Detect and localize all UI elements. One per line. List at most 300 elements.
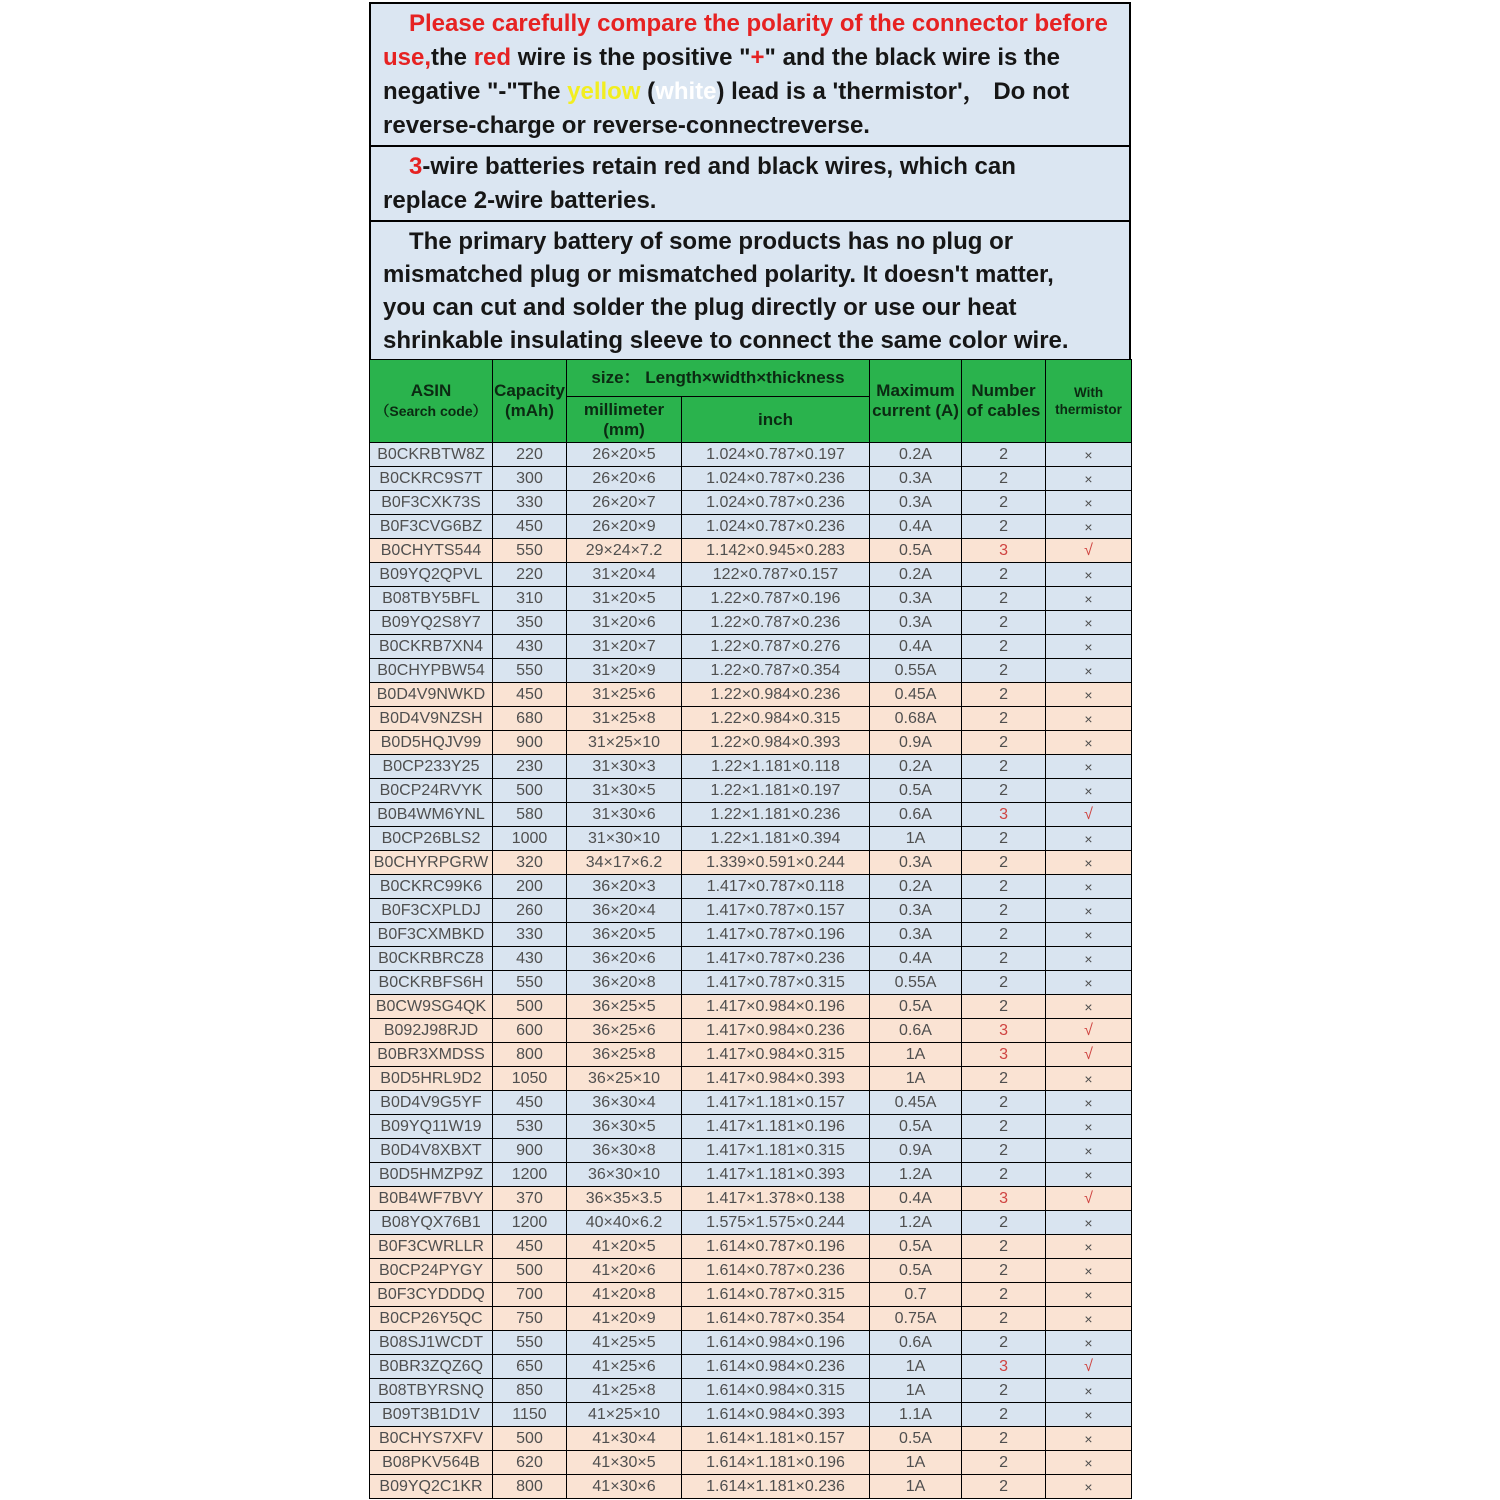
asin-cell: B0BR3XMDSS [370, 1043, 493, 1067]
max-current-cell: 0.3A [870, 467, 962, 491]
cable-count-cell: 2 [962, 635, 1046, 659]
asin-cell: B0D5HMZP9Z [370, 1163, 493, 1187]
asin-cell: B0CKRC99K6 [370, 875, 493, 899]
size-inch-cell: 1.417×0.984×0.236 [682, 1019, 870, 1043]
asin-cell: B0D5HQJV99 [370, 731, 493, 755]
capacity-cell: 900 [493, 731, 567, 755]
table-row [370, 1211, 1132, 1235]
cable-count-cell: 3 [962, 1187, 1046, 1211]
asin-cell: B0BR3ZQZ6Q [370, 1355, 493, 1379]
size-inch-cell: 1.22×0.984×0.236 [682, 683, 870, 707]
notice-text-segment: the [431, 44, 474, 71]
cable-count-cell: 2 [962, 995, 1046, 1019]
asin-cell: B0F3CXK73S [370, 491, 493, 515]
size-inch-cell: 1.614×1.181×0.196 [682, 1451, 870, 1475]
header-max-current-line1: Maximum [876, 381, 955, 400]
table-row [370, 1355, 1132, 1379]
max-current-cell: 1.2A [870, 1211, 962, 1235]
cable-count-cell: 3 [962, 803, 1046, 827]
max-current-cell: 0.3A [870, 899, 962, 923]
notice-text-segment: red [473, 44, 512, 71]
table-row [370, 1283, 1132, 1307]
asin-cell: B0D5HRL9D2 [370, 1067, 493, 1091]
size-mm-cell: 31×30×10 [567, 827, 682, 851]
size-inch-cell: 1.024×0.787×0.236 [682, 515, 870, 539]
max-current-cell: 0.2A [870, 563, 962, 587]
thermistor-cell: √ [1046, 1187, 1132, 1211]
capacity-cell: 550 [493, 659, 567, 683]
max-current-cell: 0.6A [870, 1019, 962, 1043]
asin-cell: B0D4V9NWKD [370, 683, 493, 707]
asin-cell: B0B4WM6YNL [370, 803, 493, 827]
size-mm-cell: 36×20×8 [567, 971, 682, 995]
size-inch-cell: 1.417×1.181×0.315 [682, 1139, 870, 1163]
max-current-cell: 0.4A [870, 515, 962, 539]
size-mm-cell: 36×20×5 [567, 923, 682, 947]
cable-count-cell: 2 [962, 587, 1046, 611]
size-inch-cell: 1.22×0.984×0.393 [682, 731, 870, 755]
thermistor-cell: × [1046, 731, 1132, 755]
capacity-cell: 850 [493, 1379, 567, 1403]
size-inch-cell: 1.22×1.181×0.394 [682, 827, 870, 851]
table-row [370, 443, 1132, 467]
cable-count-cell: 2 [962, 1139, 1046, 1163]
asin-cell: B09T3B1D1V [370, 1403, 493, 1427]
size-inch-cell: 1.024×0.787×0.236 [682, 491, 870, 515]
cable-count-cell: 2 [962, 659, 1046, 683]
size-mm-cell: 41×25×5 [567, 1331, 682, 1355]
size-mm-cell: 29×24×7.2 [567, 539, 682, 563]
cable-count-cell: 2 [962, 1331, 1046, 1355]
thermistor-cell: × [1046, 995, 1132, 1019]
max-current-cell: 0.6A [870, 1331, 962, 1355]
size-mm-cell: 41×20×9 [567, 1307, 682, 1331]
asin-cell: B0F3CXPLDJ [370, 899, 493, 923]
asin-cell: B0CP26BLS2 [370, 827, 493, 851]
max-current-cell: 0.3A [870, 923, 962, 947]
thermistor-cell: × [1046, 491, 1132, 515]
max-current-cell: 0.5A [870, 995, 962, 1019]
max-current-cell: 0.2A [870, 443, 962, 467]
max-current-cell: 0.7 [870, 1283, 962, 1307]
notice-line [383, 150, 1117, 184]
thermistor-cell: × [1046, 923, 1132, 947]
cable-count-cell: 2 [962, 1403, 1046, 1427]
capacity-cell: 1000 [493, 827, 567, 851]
cable-count-cell: 2 [962, 1163, 1046, 1187]
asin-cell: B092J98RJD [370, 1019, 493, 1043]
notice-text-segment: replace 2-wire batteries. [383, 187, 657, 214]
cable-count-cell: 2 [962, 1115, 1046, 1139]
header-cable-count-line1: Number [971, 381, 1036, 400]
cable-count-cell: 2 [962, 707, 1046, 731]
thermistor-cell: √ [1046, 803, 1132, 827]
header-size-group: size： Length×width×thickness [567, 360, 870, 397]
asin-cell: B0CP24PYGY [370, 1259, 493, 1283]
thermistor-cell: × [1046, 1379, 1132, 1403]
notice-line [383, 184, 1117, 218]
max-current-cell: 0.5A [870, 1427, 962, 1451]
thermistor-cell: × [1046, 1091, 1132, 1115]
notice-line [383, 109, 1117, 143]
thermistor-cell: × [1046, 1475, 1132, 1499]
table-row [370, 875, 1132, 899]
capacity-cell: 450 [493, 1235, 567, 1259]
table-row [370, 1115, 1132, 1139]
asin-cell: B0CHYPBW54 [370, 659, 493, 683]
size-mm-cell: 31×30×6 [567, 803, 682, 827]
size-mm-cell: 36×35×3.5 [567, 1187, 682, 1211]
size-mm-cell: 36×30×8 [567, 1139, 682, 1163]
capacity-cell: 220 [493, 563, 567, 587]
table-row [370, 1187, 1132, 1211]
asin-cell: B09YQ11W19 [370, 1115, 493, 1139]
thermistor-cell: × [1046, 1427, 1132, 1451]
cable-count-cell: 2 [962, 611, 1046, 635]
capacity-cell: 320 [493, 851, 567, 875]
cable-count-cell: 2 [962, 923, 1046, 947]
cable-count-cell: 2 [962, 1427, 1046, 1451]
notice-text-segment: ( [640, 78, 656, 105]
header-max-current [870, 360, 962, 443]
thermistor-cell: × [1046, 1235, 1132, 1259]
cable-count-cell: 2 [962, 731, 1046, 755]
cable-count-cell: 2 [962, 755, 1046, 779]
capacity-cell: 430 [493, 635, 567, 659]
max-current-cell: 1A [870, 1043, 962, 1067]
size-mm-cell: 36×20×4 [567, 899, 682, 923]
size-inch-cell: 1.417×0.787×0.236 [682, 947, 870, 971]
table-row [370, 1235, 1132, 1259]
thermistor-cell: × [1046, 1115, 1132, 1139]
max-current-cell: 1A [870, 827, 962, 851]
notice-text-segment: wire is the positive " [511, 44, 751, 71]
size-inch-cell: 122×0.787×0.157 [682, 563, 870, 587]
size-mm-cell: 41×20×6 [567, 1259, 682, 1283]
asin-cell: B08PKV564B [370, 1451, 493, 1475]
asin-cell: B0B4WF7BVY [370, 1187, 493, 1211]
table-row [370, 563, 1132, 587]
cable-count-cell: 3 [962, 1043, 1046, 1067]
cable-count-cell: 2 [962, 1211, 1046, 1235]
asin-cell: B0CKRBTW8Z [370, 443, 493, 467]
thermistor-cell: × [1046, 779, 1132, 803]
size-inch-cell: 1.417×0.984×0.196 [682, 995, 870, 1019]
capacity-cell: 450 [493, 683, 567, 707]
capacity-cell: 300 [493, 467, 567, 491]
capacity-cell: 500 [493, 995, 567, 1019]
asin-cell: B09YQ2S8Y7 [370, 611, 493, 635]
asin-cell: B0F3CXMBKD [370, 923, 493, 947]
capacity-cell: 310 [493, 587, 567, 611]
asin-cell: B0F3CVG6BZ [370, 515, 493, 539]
size-mm-cell: 31×20×7 [567, 635, 682, 659]
size-mm-cell: 31×20×6 [567, 611, 682, 635]
notice-text-segment: white [655, 78, 717, 105]
table-row [370, 659, 1132, 683]
thermistor-cell: √ [1046, 1355, 1132, 1379]
cable-count-cell: 2 [962, 515, 1046, 539]
max-current-cell: 0.68A [870, 707, 962, 731]
max-current-cell: 0.3A [870, 587, 962, 611]
capacity-cell: 550 [493, 971, 567, 995]
max-current-cell: 0.5A [870, 1115, 962, 1139]
size-inch-cell: 1.614×0.787×0.196 [682, 1235, 870, 1259]
asin-cell: B0CP233Y25 [370, 755, 493, 779]
cable-count-cell: 3 [962, 539, 1046, 563]
max-current-cell: 1A [870, 1067, 962, 1091]
notice-text-segment: -wire batteries retain red and black wires, which can [422, 153, 1016, 180]
thermistor-cell: × [1046, 1451, 1132, 1475]
size-mm-cell: 26×20×6 [567, 467, 682, 491]
no-plug-note-panel [369, 220, 1131, 361]
capacity-cell: 800 [493, 1043, 567, 1067]
size-inch-cell: 1.22×0.787×0.354 [682, 659, 870, 683]
size-mm-cell: 31×25×10 [567, 731, 682, 755]
size-inch-cell: 1.417×1.181×0.393 [682, 1163, 870, 1187]
capacity-cell: 230 [493, 755, 567, 779]
header-cable-count-line2: of cables [966, 401, 1041, 420]
asin-cell: B0CP26Y5QC [370, 1307, 493, 1331]
table-row [370, 755, 1132, 779]
three-wire-note-panel [369, 145, 1131, 222]
max-current-cell: 0.45A [870, 1091, 962, 1115]
cable-count-cell: 2 [962, 683, 1046, 707]
max-current-cell: 0.4A [870, 1187, 962, 1211]
size-mm-cell: 36×25×6 [567, 1019, 682, 1043]
thermistor-cell: × [1046, 1307, 1132, 1331]
asin-cell: B0D4V8XBXT [370, 1139, 493, 1163]
asin-cell: B0D4V9G5YF [370, 1091, 493, 1115]
size-mm-cell: 26×20×9 [567, 515, 682, 539]
asin-cell: B0CKRC9S7T [370, 467, 493, 491]
table-header [370, 360, 1132, 443]
header-asin [370, 360, 493, 443]
cable-count-cell: 2 [962, 1451, 1046, 1475]
table-row [370, 491, 1132, 515]
capacity-cell: 500 [493, 1427, 567, 1451]
size-mm-cell: 41×25×8 [567, 1379, 682, 1403]
max-current-cell: 1A [870, 1451, 962, 1475]
size-mm-cell: 36×25×8 [567, 1043, 682, 1067]
notice-text-segment: ) lead is a 'thermistor'， Do not [716, 78, 1070, 105]
thermistor-cell: × [1046, 971, 1132, 995]
table-row [370, 827, 1132, 851]
thermistor-cell: × [1046, 467, 1132, 491]
size-mm-cell: 31×20×5 [567, 587, 682, 611]
size-inch-cell: 1.22×1.181×0.197 [682, 779, 870, 803]
size-mm-cell: 41×20×5 [567, 1235, 682, 1259]
asin-cell: B0CKRBRCZ8 [370, 947, 493, 971]
size-mm-cell: 41×25×10 [567, 1403, 682, 1427]
size-inch-cell: 1.417×1.181×0.157 [682, 1091, 870, 1115]
notice-text-segment: " and the black wire is the [764, 44, 1060, 71]
size-inch-cell: 1.614×0.984×0.236 [682, 1355, 870, 1379]
asin-cell: B09YQ2QPVL [370, 563, 493, 587]
capacity-cell: 330 [493, 491, 567, 515]
size-mm-cell: 36×25×10 [567, 1067, 682, 1091]
thermistor-cell: × [1046, 1163, 1132, 1187]
table-row [370, 539, 1132, 563]
table-row [370, 1091, 1132, 1115]
table-body [370, 443, 1132, 1499]
header-capacity [493, 360, 567, 443]
size-mm-cell: 41×25×6 [567, 1355, 682, 1379]
capacity-cell: 530 [493, 1115, 567, 1139]
thermistor-cell: × [1046, 1259, 1132, 1283]
notice-line [383, 41, 1117, 75]
capacity-cell: 260 [493, 899, 567, 923]
header-millimeter-unit: (mm) [603, 419, 645, 439]
header-millimeter [567, 397, 682, 443]
thermistor-cell: × [1046, 1331, 1132, 1355]
content-column [369, 2, 1131, 1499]
max-current-cell: 0.55A [870, 659, 962, 683]
thermistor-cell: × [1046, 827, 1132, 851]
cable-count-cell: 3 [962, 1019, 1046, 1043]
max-current-cell: 0.3A [870, 851, 962, 875]
size-mm-cell: 40×40×6.2 [567, 1211, 682, 1235]
size-mm-cell: 41×30×5 [567, 1451, 682, 1475]
cable-count-cell: 2 [962, 1307, 1046, 1331]
size-inch-cell: 1.22×0.787×0.276 [682, 635, 870, 659]
header-millimeter-title: millimeter [583, 399, 665, 419]
header-thermistor-line1: With [1073, 385, 1104, 400]
capacity-cell: 550 [493, 539, 567, 563]
size-mm-cell: 34×17×6.2 [567, 851, 682, 875]
size-inch-cell: 1.024×0.787×0.197 [682, 443, 870, 467]
capacity-cell: 450 [493, 1091, 567, 1115]
size-mm-cell: 36×20×3 [567, 875, 682, 899]
cable-count-cell: 2 [962, 899, 1046, 923]
size-inch-cell: 1.417×0.787×0.196 [682, 923, 870, 947]
max-current-cell: 1.1A [870, 1403, 962, 1427]
size-mm-cell: 36×30×4 [567, 1091, 682, 1115]
size-mm-cell: 36×20×6 [567, 947, 682, 971]
asin-cell: B09YQ2C1KR [370, 1475, 493, 1499]
cable-count-cell: 2 [962, 443, 1046, 467]
header-asin-title: ASIN [410, 381, 452, 400]
table-row [370, 467, 1132, 491]
capacity-cell: 500 [493, 779, 567, 803]
thermistor-cell: × [1046, 1211, 1132, 1235]
thermistor-cell: × [1046, 515, 1132, 539]
cable-count-cell: 2 [962, 1235, 1046, 1259]
table-row [370, 515, 1132, 539]
thermistor-cell: × [1046, 1283, 1132, 1307]
thermistor-cell: × [1046, 899, 1132, 923]
cable-count-cell: 2 [962, 491, 1046, 515]
size-inch-cell: 1.614×0.787×0.315 [682, 1283, 870, 1307]
size-mm-cell: 31×20×9 [567, 659, 682, 683]
header-max-current-line2: current (A) [872, 401, 959, 420]
capacity-cell: 500 [493, 1259, 567, 1283]
thermistor-cell: × [1046, 947, 1132, 971]
thermistor-cell: × [1046, 755, 1132, 779]
thermistor-cell: × [1046, 707, 1132, 731]
table-row [370, 1451, 1132, 1475]
max-current-cell: 0.6A [870, 803, 962, 827]
capacity-cell: 620 [493, 1451, 567, 1475]
size-inch-cell: 1.417×0.787×0.118 [682, 875, 870, 899]
max-current-cell: 0.3A [870, 611, 962, 635]
asin-cell: B0CP24RVYK [370, 779, 493, 803]
max-current-cell: 0.9A [870, 731, 962, 755]
max-current-cell: 0.55A [870, 971, 962, 995]
size-mm-cell: 31×20×4 [567, 563, 682, 587]
max-current-cell: 0.45A [870, 683, 962, 707]
table-row [370, 779, 1132, 803]
size-inch-cell: 1.024×0.787×0.236 [682, 467, 870, 491]
max-current-cell: 0.5A [870, 779, 962, 803]
table-row [370, 731, 1132, 755]
size-mm-cell: 36×25×5 [567, 995, 682, 1019]
asin-cell: B0CKRBFS6H [370, 971, 493, 995]
asin-cell: B0CHYRPGRW [370, 851, 493, 875]
notice-text-segment: + [750, 44, 765, 71]
asin-cell: B0D4V9NZSH [370, 707, 493, 731]
size-mm-cell: 26×20×7 [567, 491, 682, 515]
capacity-cell: 550 [493, 1331, 567, 1355]
table-row [370, 923, 1132, 947]
cable-count-cell: 2 [962, 779, 1046, 803]
cable-count-cell: 3 [962, 1355, 1046, 1379]
capacity-cell: 450 [493, 515, 567, 539]
max-current-cell: 1A [870, 1355, 962, 1379]
notice-line [383, 75, 1117, 109]
header-capacity-title: Capacity [494, 381, 565, 400]
max-current-cell: 0.4A [870, 635, 962, 659]
notice-line [383, 7, 1117, 41]
max-current-cell: 1A [870, 1379, 962, 1403]
table-row [370, 1379, 1132, 1403]
thermistor-cell: × [1046, 611, 1132, 635]
max-current-cell: 0.75A [870, 1307, 962, 1331]
size-inch-cell: 1.417×1.181×0.196 [682, 1115, 870, 1139]
thermistor-cell: × [1046, 875, 1132, 899]
cable-count-cell: 2 [962, 851, 1046, 875]
capacity-cell: 680 [493, 707, 567, 731]
size-inch-cell: 1.417×0.787×0.315 [682, 971, 870, 995]
capacity-cell: 750 [493, 1307, 567, 1331]
cable-count-cell: 2 [962, 563, 1046, 587]
table-row [370, 1307, 1132, 1331]
thermistor-cell: √ [1046, 1019, 1132, 1043]
table-row [370, 683, 1132, 707]
max-current-cell: 1A [870, 1475, 962, 1499]
size-mm-cell: 31×25×8 [567, 707, 682, 731]
max-current-cell: 0.4A [870, 947, 962, 971]
capacity-cell: 580 [493, 803, 567, 827]
cable-count-cell: 2 [962, 827, 1046, 851]
notice-text-segment: shrinkable insulating sleeve to connect the same color wire. [383, 327, 1069, 354]
capacity-cell: 220 [493, 443, 567, 467]
notice-text-segment: yellow [567, 78, 641, 105]
capacity-cell: 1200 [493, 1163, 567, 1187]
size-mm-cell: 31×25×6 [567, 683, 682, 707]
size-mm-cell: 31×30×3 [567, 755, 682, 779]
thermistor-cell: × [1046, 683, 1132, 707]
table-row [370, 1067, 1132, 1091]
size-inch-cell: 1.614×0.787×0.354 [682, 1307, 870, 1331]
capacity-cell: 350 [493, 611, 567, 635]
size-mm-cell: 41×30×6 [567, 1475, 682, 1499]
capacity-cell: 800 [493, 1475, 567, 1499]
max-current-cell: 0.3A [870, 491, 962, 515]
asin-cell: B0F3CYDDDQ [370, 1283, 493, 1307]
table-row [370, 707, 1132, 731]
size-inch-cell: 1.22×1.181×0.236 [682, 803, 870, 827]
